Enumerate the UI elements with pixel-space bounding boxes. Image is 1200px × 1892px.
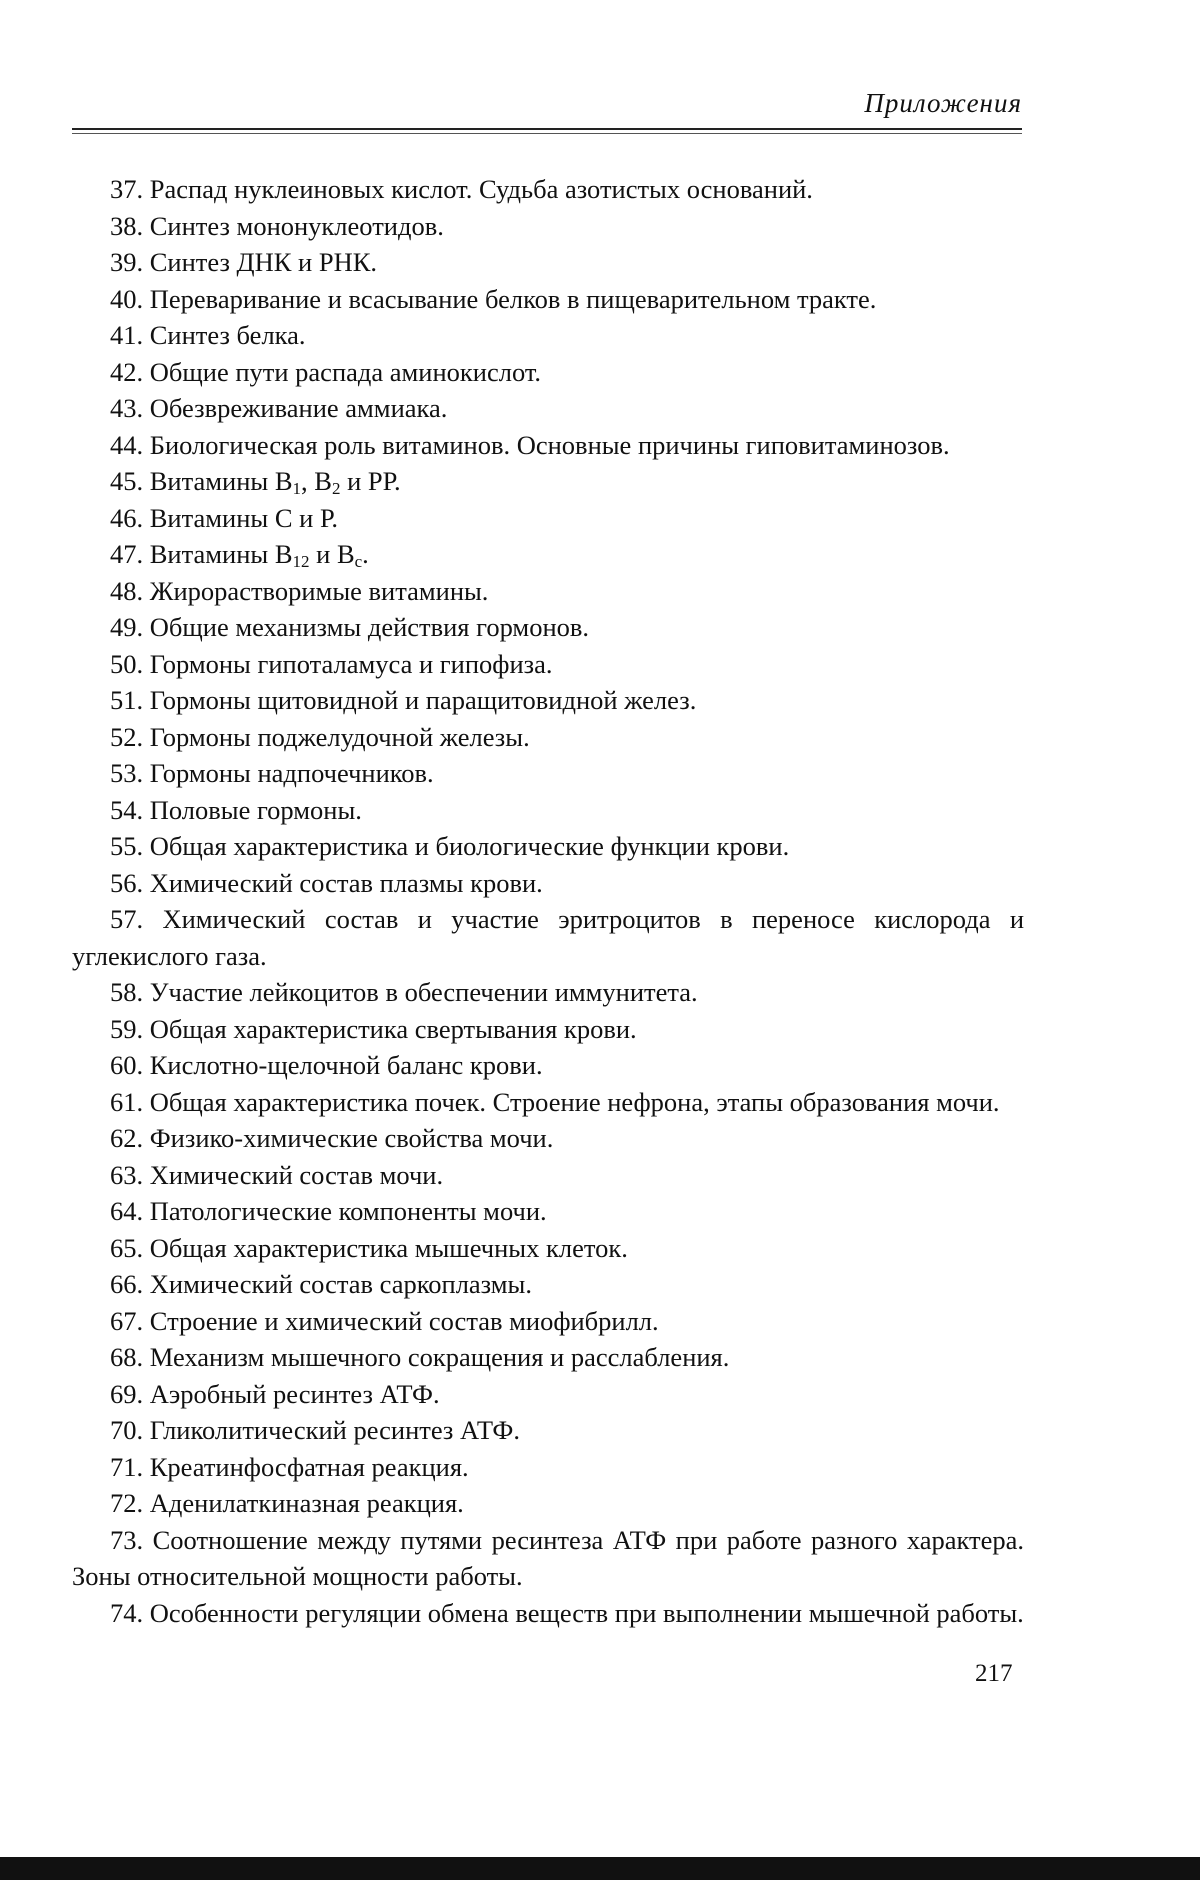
header-title: Приложения xyxy=(864,88,1022,118)
question-text: Физико-химические свойства мочи. xyxy=(149,1123,554,1153)
question-text: Переваривание и всасывание белков в пищеварительном тракте. xyxy=(149,283,877,314)
question-number: 68 xyxy=(110,1342,137,1372)
question-text: Синтез ДНК и РНК. xyxy=(149,247,378,277)
question-text: Распад нуклеиновых кислот. Судьба азотистых оснований. xyxy=(149,174,813,204)
question-number: 74 xyxy=(110,1597,137,1628)
question-item: 68. Механизм мышечного сокращения и расслабления. xyxy=(110,1342,730,1372)
question-item: 38. Синтез мононуклеотидов. xyxy=(110,210,444,241)
question-item: 40. Переваривание и всасывание белков в пищеварительном тракте. xyxy=(110,283,877,314)
question-text: Гормоны щитовидной и паращитовидной желез. xyxy=(149,685,697,715)
question-number: 58 xyxy=(110,977,137,1007)
scan-edge-bar xyxy=(0,1857,1200,1880)
question-number: 60 xyxy=(110,1050,137,1080)
question-number: 62 xyxy=(110,1123,137,1153)
question-text: . xyxy=(362,539,369,569)
question-number: 46 xyxy=(110,502,137,533)
question-item: 44. Биологическая роль витаминов. Основные причины гиповитаминозов. xyxy=(110,429,950,460)
question-item: 63. Химический состав мочи. xyxy=(110,1159,444,1190)
question-text: Патологические компоненты мочи. xyxy=(149,1196,547,1226)
question-text: Общие механизмы действия гормонов. xyxy=(149,612,590,642)
question-number: 38 xyxy=(110,210,137,241)
question-text: Участие лейкоцитов в обеспечении иммунитета. xyxy=(149,977,698,1007)
question-text: Креатинфосфатная реакция. xyxy=(149,1451,469,1482)
question-number: 54 xyxy=(110,794,137,825)
question-text: Общая характеристика и биологические функции крови. xyxy=(149,831,790,861)
question-number: 47 xyxy=(110,539,137,569)
question-text: Общая характеристика свертывания крови. xyxy=(149,1013,637,1044)
question-item: 66. Химический состав саркоплазмы. xyxy=(110,1269,532,1299)
question-subscript: с xyxy=(354,552,363,571)
question-text: и РР. xyxy=(340,466,401,496)
question-text: Аэробный ресинтез АТФ. xyxy=(149,1378,440,1409)
question-number: 51 xyxy=(110,685,137,715)
question-item: 70. Гликолитический ресинтез АТФ. xyxy=(110,1415,520,1445)
question-number: 72 xyxy=(110,1488,137,1518)
question-item: 51. Гормоны щитовидной и паращитовидной желез. xyxy=(110,685,697,715)
question-number: 64 xyxy=(110,1196,137,1226)
question-item: 54. Половые гормоны. xyxy=(110,794,362,825)
question-text: Гормоны надпочечников. xyxy=(149,758,434,788)
question-item: 61. Общая характеристика почек. Строение нефрона, этапы образования мочи. xyxy=(110,1086,1000,1117)
question-text: Химический состав и участие эритроцитов в переносе кислорода и углекислого газа. xyxy=(72,904,1025,971)
question-number: 37 xyxy=(110,174,137,204)
question-text: Химический состав мочи. xyxy=(149,1159,444,1190)
question-item: 59. Общая характеристика свертывания крови. xyxy=(110,1013,637,1044)
question-text: Биологическая роль витаминов. Основные причины гиповитаминозов. xyxy=(149,429,950,460)
question-text: Гормоны поджелудочной железы. xyxy=(149,721,530,752)
question-subscript: 1 xyxy=(292,479,302,498)
question-subscript: 2 xyxy=(331,479,341,498)
question-number: 61 xyxy=(110,1086,137,1117)
question-number: 70 xyxy=(110,1415,137,1445)
question-item: 55. Общая характеристика и биологические функции крови. xyxy=(110,831,790,861)
question-item: 62. Физико-химические свойства мочи. xyxy=(110,1123,554,1153)
question-item: 41. Синтез белка. xyxy=(110,320,306,350)
question-number: 67 xyxy=(110,1305,137,1336)
question-item: 60. Кислотно-щелочной баланс крови. xyxy=(110,1050,543,1080)
question-text: Половые гормоны. xyxy=(149,794,362,825)
question-text: Общая характеристика почек. Строение нефрона, этапы образования мочи. xyxy=(149,1086,1000,1117)
question-number: 56 xyxy=(110,867,137,898)
question-item: 74. Особенности регуляции обмена веществ при выполнении мышечной работы. xyxy=(110,1597,1024,1628)
question-text: Соотношение между путями ресинтеза АТФ при работе разного характера. Зоны относительной мощности работы. xyxy=(72,1524,1025,1591)
question-text: Общая характеристика мышечных клеток. xyxy=(149,1232,628,1263)
question-number: 49 xyxy=(110,612,137,642)
question-text: Синтез мононуклеотидов. xyxy=(149,210,444,241)
question-text: Механизм мышечного сокращения и расслабления. xyxy=(149,1342,730,1372)
question-number: 65 xyxy=(110,1232,137,1263)
question-text: Общие пути распада аминокислот. xyxy=(149,356,542,387)
question-item: 71. Креатинфосфатная реакция. xyxy=(110,1451,469,1482)
question-item: 53. Гормоны надпочечников. xyxy=(110,758,434,788)
question-number: 55 xyxy=(110,831,137,861)
question-number: 43 xyxy=(110,393,137,423)
question-item: 56. Химический состав плазмы крови. xyxy=(110,867,543,898)
question-text: , В xyxy=(301,466,332,496)
question-text: Гормоны гипоталамуса и гипофиза. xyxy=(149,648,553,679)
question-text: Витамины В xyxy=(149,466,293,496)
question-item: 39. Синтез ДНК и РНК. xyxy=(110,247,378,277)
running-header xyxy=(72,88,1022,128)
question-number: 69 xyxy=(110,1378,137,1409)
question-item: 46. Витамины С и Р. xyxy=(110,502,338,533)
question-number: 42 xyxy=(110,356,137,387)
question-text: Аденилаткиназная реакция. xyxy=(149,1488,464,1518)
question-number: 71 xyxy=(110,1451,137,1482)
question-item: 50. Гормоны гипоталамуса и гипофиза. xyxy=(110,648,553,679)
question-item: 72. Аденилаткиназная реакция. xyxy=(110,1488,464,1518)
question-number: 59 xyxy=(110,1013,137,1044)
header-rule-thin xyxy=(72,133,1022,134)
question-text: Обезвреживание аммиака. xyxy=(149,393,448,423)
question-text: Жирорастворимые витамины. xyxy=(149,575,489,606)
question-item: 37. Распад нуклеиновых кислот. Судьба азотистых оснований. xyxy=(110,174,813,204)
question-text: Витамины В xyxy=(149,539,293,569)
question-text: Химический состав саркоплазмы. xyxy=(149,1269,532,1299)
question-number: 57 xyxy=(110,904,137,934)
question-text: и В xyxy=(309,539,355,569)
question-number: 52 xyxy=(110,721,137,752)
question-item: 57. Химический состав и участие эритроцитов в переносе кислорода и углекислого газа. xyxy=(72,904,1025,971)
question-item: 48. Жирорастворимые витамины. xyxy=(110,575,489,606)
question-item: 65. Общая характеристика мышечных клеток. xyxy=(110,1232,628,1263)
question-item: 67. Строение и химический состав миофибрилл. xyxy=(110,1305,659,1336)
question-text: Гликолитический ресинтез АТФ. xyxy=(149,1415,520,1445)
page-number: 217 xyxy=(975,1660,1013,1687)
question-item: 45. Витамины $В_1$, $В_2$ и РР. xyxy=(110,466,401,498)
question-number: 73 xyxy=(110,1524,137,1555)
question-item: 42. Общие пути распада аминокислот. xyxy=(110,356,542,387)
question-number: 50 xyxy=(110,648,137,679)
question-list xyxy=(72,171,1024,1631)
question-item: 47. Витамины $В_{12}$ и $В_с$. xyxy=(110,539,369,571)
question-text: Особенности регуляции обмена веществ при выполнении мышечной работы. xyxy=(149,1597,1024,1628)
question-number: 44 xyxy=(110,429,137,460)
question-number: 66 xyxy=(110,1269,137,1299)
question-item: 73. Соотношение между путями ресинтеза АТФ при работе разного характера. Зоны относительной мощности работы. xyxy=(72,1524,1025,1591)
header-rule xyxy=(72,128,1022,130)
question-number: 40 xyxy=(110,283,137,314)
question-number: 63 xyxy=(110,1159,137,1190)
question-subscript: 12 xyxy=(292,552,310,571)
question-text: Кислотно-щелочной баланс крови. xyxy=(149,1050,543,1080)
question-item: 64. Патологические компоненты мочи. xyxy=(110,1196,547,1226)
question-number: 39 xyxy=(110,247,137,277)
question-item: 52. Гормоны поджелудочной железы. xyxy=(110,721,530,752)
question-item: 69. Аэробный ресинтез АТФ. xyxy=(110,1378,440,1409)
question-item: 43. Обезвреживание аммиака. xyxy=(110,393,448,423)
question-number: 48 xyxy=(110,575,137,606)
question-item: 58. Участие лейкоцитов в обеспечении иммунитета. xyxy=(110,977,698,1007)
question-number: 53 xyxy=(110,758,137,788)
question-text: Строение и химический состав миофибрилл. xyxy=(149,1305,659,1336)
question-text: Синтез белка. xyxy=(149,320,306,350)
question-item: 49. Общие механизмы действия гормонов. xyxy=(110,612,590,642)
question-number: 41 xyxy=(110,320,137,350)
question-number: 45 xyxy=(110,466,137,496)
question-text: Витамины С и Р. xyxy=(149,502,338,533)
question-text: Химический состав плазмы крови. xyxy=(149,867,543,898)
